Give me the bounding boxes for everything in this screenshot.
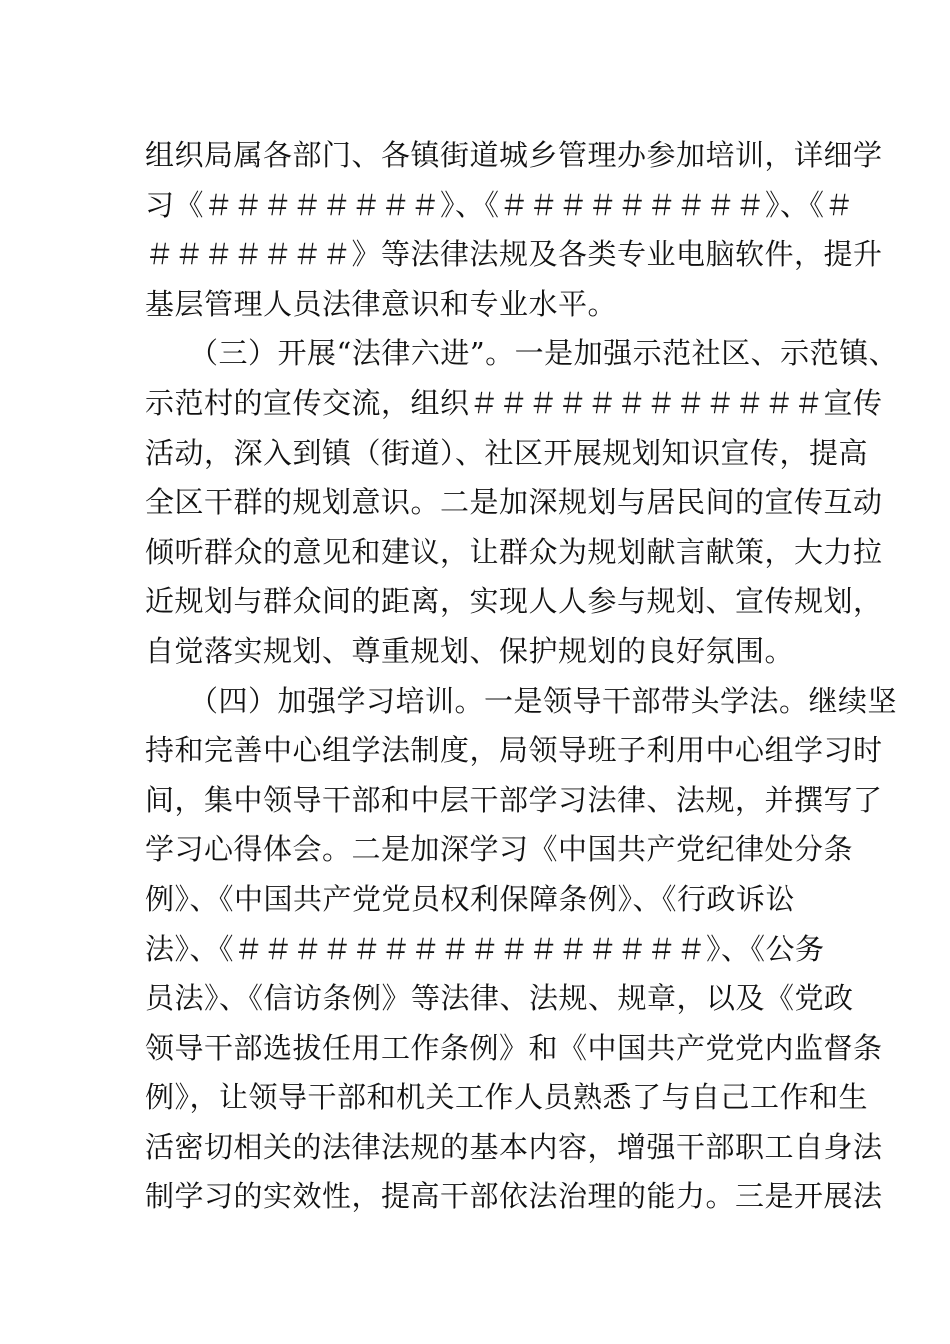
text-line: 自觉落实规划、尊重规划、保护规划的良好氛围。 [145, 633, 795, 668]
text-line: 活动，深入到镇（街道）、社区开展规划知识宣传，提高 [145, 435, 869, 470]
text-line: 近规划与群众间的距离，实现人人参与规划、宣传规划， [145, 584, 883, 619]
text-line: （三）开展“法律六进”。一是加强示范社区、示范镇、 [189, 336, 899, 371]
text-line: 间，集中领导干部和中层干部学习法律、法规，并撰写了 [145, 782, 883, 817]
text-line: 倾听群众的意见和建议，让群众为规划献言献策，大力拉 [145, 534, 883, 569]
text-line: 例》，让领导干部和机关工作人员熟悉了与自己工作和生 [145, 1080, 869, 1115]
paragraph-training-organization [145, 131, 883, 329]
text-line: （四）加强学习培训。一是领导干部带头学法。继续坚 [189, 683, 898, 718]
text-line: 例》、《中国共产党党员权利保障条例》、《行政诉讼 [145, 881, 796, 916]
paragraph-study-training [145, 677, 898, 1223]
text-line: 活密切相关的法律法规的基本内容，增强干部职工自身法 [145, 1129, 883, 1164]
document-body [145, 131, 899, 1222]
text-line: 持和完善中心组学法制度，局领导班子利用中心组学习时 [145, 733, 883, 768]
text-line: 基层管理人员法律意识和专业水平。 [145, 286, 618, 321]
text-line: ＃＃＃＃＃＃＃》等法律法规及各类专业电脑软件，提升 [145, 237, 883, 272]
text-line: 领导干部选拔任用工作条例》和《中国共产党党内监督条 [145, 1030, 883, 1065]
text-line: 全区干群的规划意识。二是加深规划与居民间的宣传互动 [145, 485, 883, 520]
text-line: 员法》、《信访条例》等法律、法规、规章，以及《党政 [145, 981, 854, 1016]
text-line: 示范村的宣传交流，组织＃＃＃＃＃＃＃＃＃＃＃＃宣传 [145, 385, 883, 420]
text-line: 习《＃＃＃＃＃＃＃＃》、《＃＃＃＃＃＃＃＃＃》、《＃ [145, 187, 855, 222]
text-line: 学习心得体会。二是加深学习《中国共产党纪律处分条 [145, 832, 854, 867]
text-line: 组织局属各部门、各镇街道城乡管理办参加培训，详细学 [145, 138, 883, 172]
paragraph-law-six-entries [145, 329, 899, 676]
text-line: 制学习的实效性，提高干部依法治理的能力。三是开展法 [145, 1179, 883, 1214]
text-line: 法》、《＃＃＃＃＃＃＃＃＃＃＃＃＃＃＃＃》、《公务 [145, 931, 825, 966]
